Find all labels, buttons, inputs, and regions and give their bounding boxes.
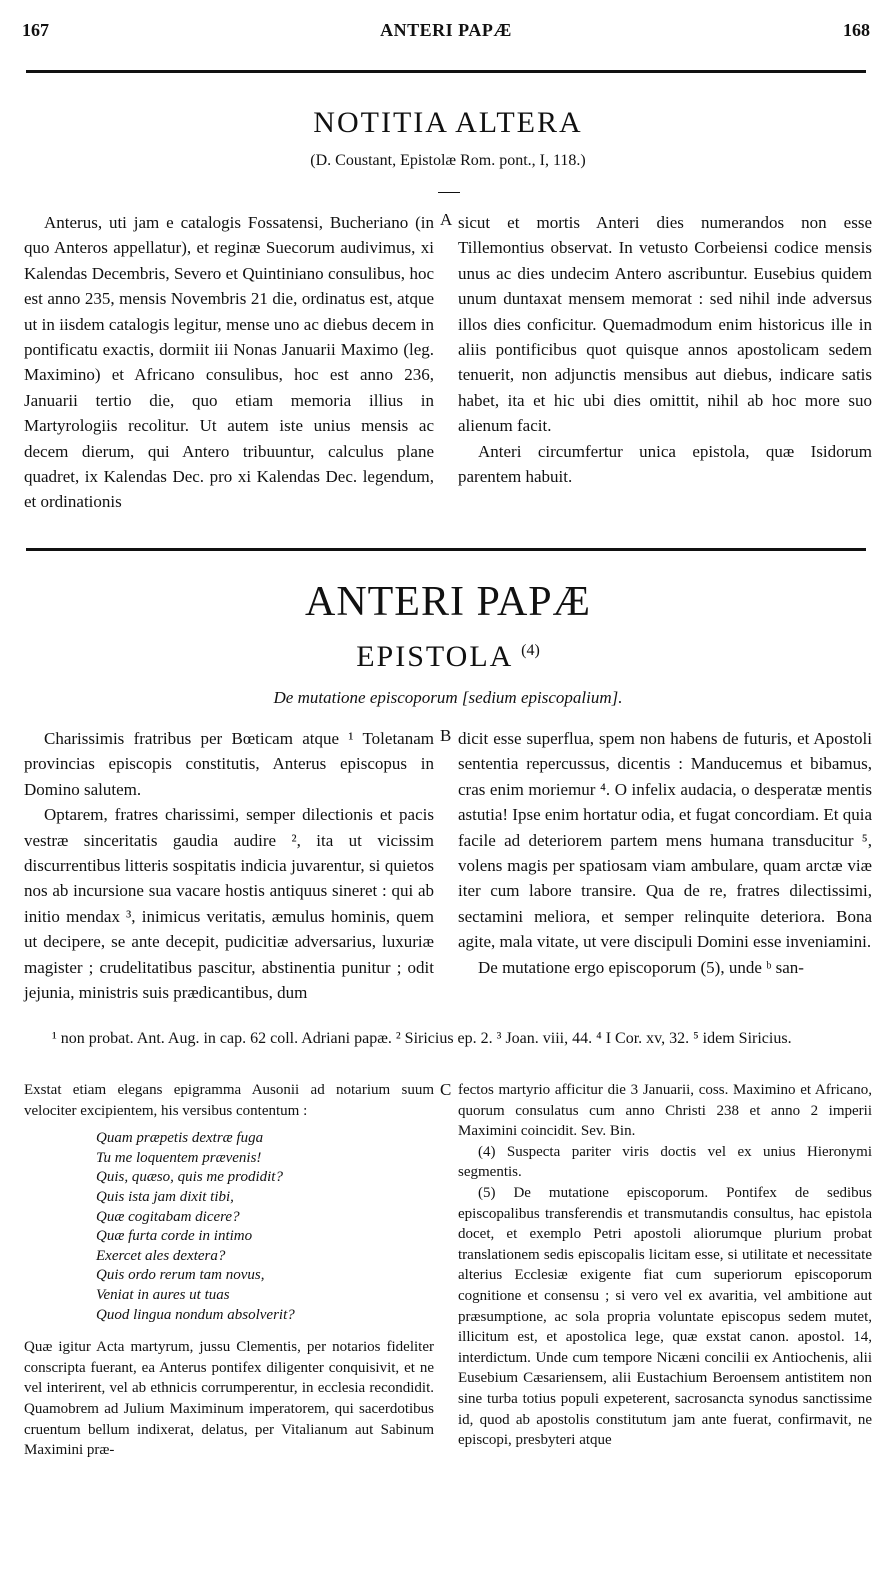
poem-line: Quis ordo rerum tam novus, [96,1267,265,1284]
notes-left-column [24,1080,434,1461]
notitia-right-paragraph-1: sicut et mortis Anteri dies numerandos non esse Tillemontius observat. In vetusto Corbeiensi codice mensis unus ac dies undecim Antero ascribuntur. Eusebius quidem unum duntaxat mensem memorat : sed nihil inde adversus illos dies conficitur. Quemadmodum enim historicus ille in aliis pontificibus quot quisque annos apostolicam sedem tenuerit, non adjunctis mensibus aut diebus, indicare satis habet, ita et hic ubi dies omittit, nihil ab hoc more suo alienum facit. [458,213,872,436]
poem-line: Quis ista jam dixit tibi, [96,1188,234,1205]
notitia-source: (D. Coustant, Epistolæ Rom. pont., I, 118.) [310,152,586,169]
running-head [22,20,870,44]
poem-line: Quod lingua nondum absolverit? [96,1306,295,1323]
notitia-right-column [458,210,872,489]
ausonius-poem [96,1129,434,1325]
short-divider [438,192,460,193]
poem-line: Quæ cogitabam dicere? [96,1208,240,1225]
notitia-left-column: Anterus, uti jam e catalogis Fossatensi, Bucheriano (in quo Anteros appellatur), et reginæ Suecorum audivimus, xi Kalendas Decembris, Severo et Quintiniano consulibus, hoc est anno 235, mensis Novembris 21 die, ordinatus est, atque ut in iisdem catalogis legitur, mense uno ac diebus decem in pontificatu exactis, dormiit iii Nonas Januarii Maximo (leg. Maximino) et Africano consulibus, hoc est anno 236, Januarii tertio die, quo etiam memoria illius in Martyrologiis recolitur. Ut autem iste unius mensis ac decem dierum, qui Antero tribuuntur, calculus plane quadret, ix Kalendas Dec. pro xi Kalendas Dec. legendum, et ordinationis [24,213,434,512]
epistola-subtitle [0,640,896,674]
margin-marker-c: C [440,1080,452,1099]
notes-left-intro: Exstat etiam elegans epigramma Ausonii ad notarium suum velociter excipientem, his versibus contentum : [24,1082,434,1119]
epistola-subtitle-note: (4) [521,642,540,659]
epistola-right-paragraph-2: De mutatione ergo episcoporum (5), unde ᵇ san- [478,957,804,977]
epistola-caption: De mutatione episcoporum [sedium episcopalium]. [273,688,623,707]
section-rule [26,548,866,551]
epistola-left-column [24,726,434,1005]
margin-marker-a: A [440,210,453,229]
notes-left-paragraph: Quæ igitur Acta martyrum, jussu Clementis, per notarios fideliter conscripta fuerant, ea Anterus pontifex diligenter conquisivit, et ne vel interirent, vel ab ethnicis corrumperentur, in ecclesia recondidit. Quamobrem ad Julium Maximinum imperatorem, qui sacerdotibus cruentum bellum indixerat, delatus, per Vitalianum aut Sabinum Maximini præ- [24,1339,434,1459]
notitia-title: NOTITIA ALTERA [313,106,583,139]
epistola-left-paragraph: Optarem, fratres charissimi, semper dilectionis et pacis vestræ sinceritatis gaudia audire ², ita ut vicissim discurrentibus litteris sospitatis indicia juvarentur, si quietos nos ab incursione sua vacare hostis antiquus sineret : qui ab initio mendax ³, inimicus veritatis, æmulus hominis, quem ut decipere, se ante decepit, pudicitiæ adversarius, luxuriæ magister ; crudelitatibus pascitur, abstinentia punitur ; odit jejunia, ministris suis prædicantibus, dum [24,805,434,1003]
epistola-title: ANTERI PAPÆ [304,579,591,625]
notes-right-paragraph-1: fectos martyrio afficitur die 3 Januarii, coss. Maximino et Africano, quorum consulatus cum anno Christi 238 et anno 2 imperii Maximini coincidit. Sev. Bin. [458,1082,872,1140]
page-number-left: 167 [22,20,49,40]
notes-right-column [458,1080,872,1451]
footnotes: ¹ non probat. Ant. Aug. in cap. 62 coll. Adriani papæ. ² Siricius ep. 2. ³ Joan. viii, 44. ⁴ I Cor. xv, 32. ⁵ idem Siricius. [52,1030,792,1047]
top-rule [26,70,866,73]
poem-line: Quam præpetis dextræ fuga [96,1130,264,1147]
poem-line: Quæ furta corde in intimo [96,1228,253,1245]
epistola-salutation: Charissimis fratribus per Bœticam atque ¹ Toletanam provincias episcopis constitutis, Anterus episcopus in Domino salutem. [24,729,434,799]
poem-line: Exercet ales dextera? [96,1247,226,1264]
epistola-subtitle-text: EPISTOLA [356,640,512,673]
poem-line: Veniat in aures ut tuas [96,1286,230,1303]
note-4: (4) Suspecta pariter viris doctis vel ex unius Hieronymi segmentis. [458,1143,872,1181]
page-number-right: 168 [843,20,870,40]
note-5: (5) De mutatione episcoporum. Pontifex de sedibus episcopalibus transferendis et transmutandis consultus, hac epistola docet, et exemplo Petri apostoli aliorumque plurium probat translationem sedis episcopalis licitam esse, si utilitate et necessitate alterius Ecclesiæ exigente fiat cum superiorum episcoporum cognitione et consensu ; si vero vel ex avaritia, vel ambitione aut præsumptione, ac sola propria voluntate episcopus sedem mutet, illicitum est, et apostolica lege, quæ exstat canon. apostol. 14, interdictum. Unde cum tempore Nicæni concilii ex Antiochenis, alii Eusebium Cæsariensem, alii Eustachium Beroensem antistitem non sine turba totius populi expeterent, sacrosancta synodus sanctissime id, quod ab apostolis constitutum jam ante fuerat, confirmavit, ne episcopi, presbyteri atque [458,1184,872,1449]
poem-line: Quis, quæso, quis me prodidit? [96,1169,283,1186]
running-title: ANTERI PAPÆ [380,20,512,40]
epistola-right-column [458,726,872,980]
poem-line: Tu me loquentem prævenis! [96,1149,262,1166]
epistola-right-paragraph-1: dicit esse superflua, spem non habens de futuris, et Apostoli sententia repercussus, dicentis : Manducemus et bibamus, cras enim moriemur ⁴. O infelix audacia, o desperatæ mentis astutia! Ipse enim hortatur odia, et fugat concordiam. Et quia facile ad deteriorem partem mens humana transducitur ⁵, volens magis per spatiosam viam ambulare, quam arctæ viæ iter cum labore transire. Qua de re, fratres dilectissimi, sectamini meliora, et semper relinquite deteriora. Bona agite, mala vitate, ut vere discipuli Domini esse inveniamini. [458,729,873,952]
notitia-right-paragraph-2: Anteri circumfertur unica epistola, quæ Isidorum parentem habuit. [458,441,872,487]
margin-marker-b: B [440,726,452,745]
